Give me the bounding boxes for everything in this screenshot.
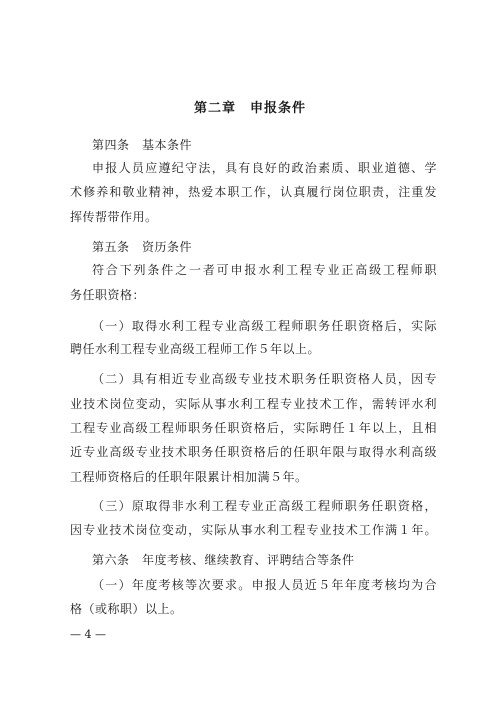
paragraph-line: （二）具有相近专业高级专业技术职务任职资格人员，因专 — [92, 372, 437, 386]
chapter-title: 第二章 申报条件 — [193, 101, 306, 116]
paragraph-line: 务任职资格： — [70, 288, 146, 302]
paragraph-line: 近专业高级专业技术职务任职资格后的任职年限与取得水利高级 — [70, 445, 437, 459]
paragraph-line: （一）取得水利工程专业高级工程师职务任职资格后，实际 — [92, 319, 437, 333]
paragraph-line: （一）年度考核等次要求。申报人员近５年年度考核均为合 — [92, 578, 437, 592]
paragraph-line: 挥传帮带作用。 — [70, 210, 158, 224]
article-5-heading: 第五条 资历条件 — [92, 240, 193, 254]
paragraph-line: 工程师资格后的任职年限累计相加满５年。 — [70, 470, 308, 484]
article-4-heading: 第四条 基本条件 — [92, 138, 193, 152]
page-number: — 4 — — [70, 628, 106, 641]
paragraph-line: 聘任水利工程专业高级工程师工作５年以上。 — [70, 342, 321, 356]
paragraph-line: 申报人员应遵纪守法，具有良好的政治素质、职业道德、学 — [92, 161, 437, 175]
paragraph-line: 术修养和敬业精神，热爱本职工作，认真履行岗位职责，注重发 — [70, 185, 437, 199]
paragraph-line: （三）原取得非水利工程专业正高级工程师职务任职资格， — [92, 499, 437, 513]
paragraph-line: 符合下列条件之一者可申报水利工程专业正高级工程师职 — [92, 263, 437, 277]
paragraph-line: 工程专业高级工程师职务任职资格后，实际聘任１年以上，且相 — [70, 421, 437, 435]
article-6-heading: 第六条 年度考核、继续教育、评聘结合等条件 — [92, 553, 355, 567]
paragraph-line: 格（或称职）以上。 — [70, 602, 183, 616]
paragraph-line: 业技术岗位变动，实际从事水利工程专业技术工作，需转评水利 — [70, 397, 437, 411]
paragraph-line: 因专业技术岗位变动，实际从事水利工程专业技术工作满１年。 — [70, 523, 437, 537]
